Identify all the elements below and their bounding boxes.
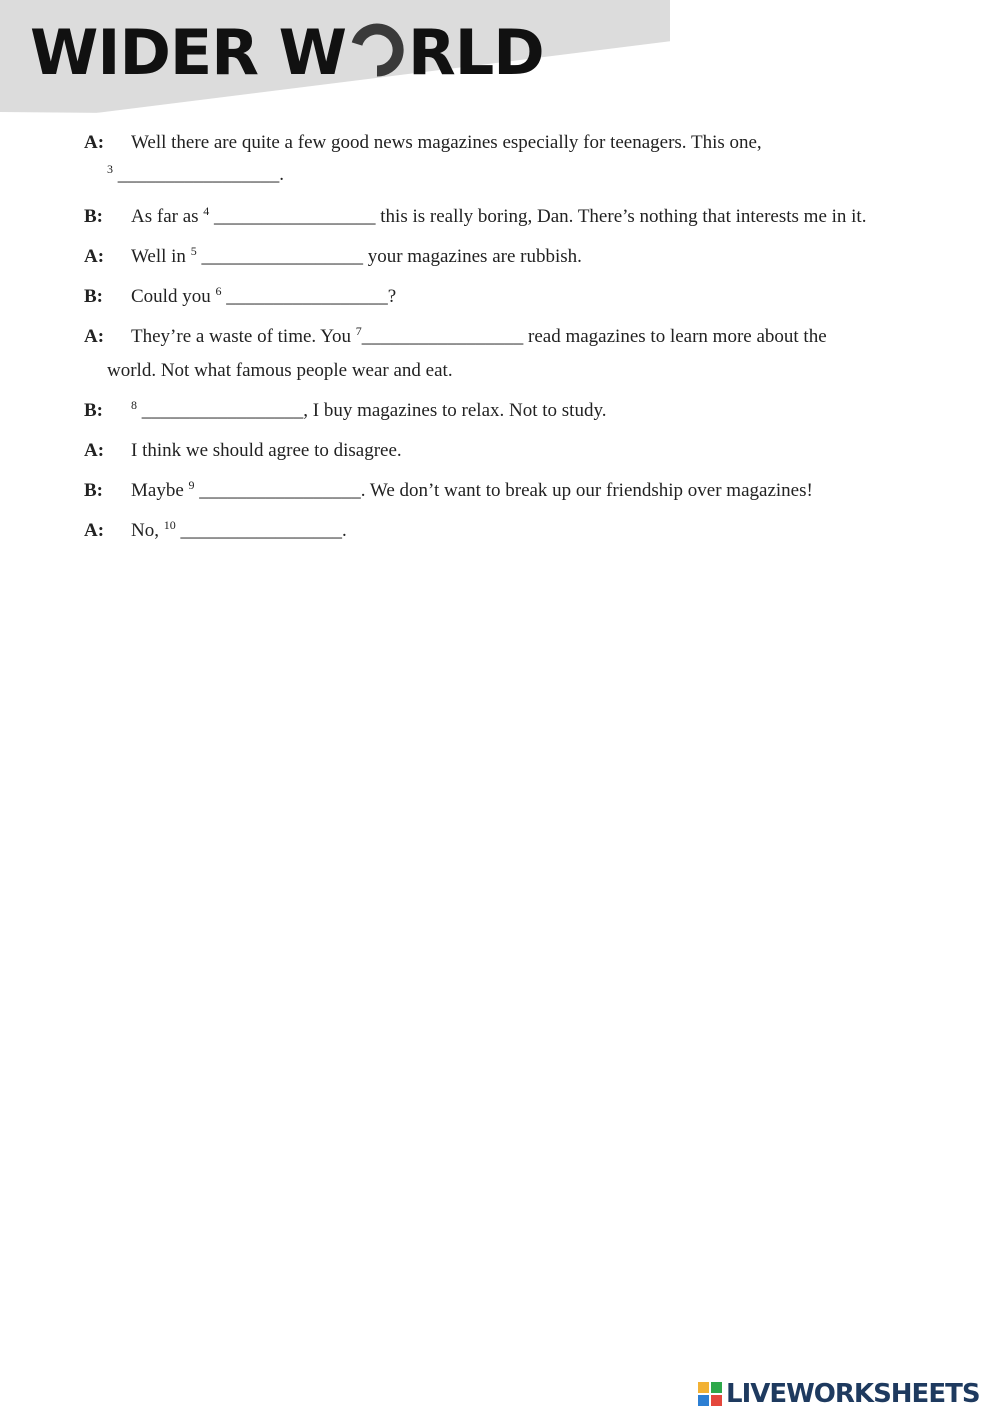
wider-world-logo	[30, 16, 544, 89]
speaker-label: A:	[84, 326, 105, 347]
answer-blank-5: _________________ your magazines are rubbish.	[196, 246, 582, 267]
dialogue-line-3	[84, 240, 944, 280]
line-continuation: world. Not what famous people wear and eat.	[107, 360, 453, 381]
blank-number: 10	[163, 518, 176, 532]
dialogue-line-1	[84, 126, 944, 200]
logo-text-start: WIDER W	[30, 16, 346, 89]
dialogue-line-6	[84, 394, 944, 434]
blank-number: 7	[355, 324, 362, 338]
speaker-label: A:	[84, 132, 105, 153]
answer-blank-8: _________________, I buy magazines to relax. Not to study.	[137, 400, 607, 421]
speaker-label: A:	[84, 520, 105, 541]
speaker-label: B:	[84, 400, 103, 421]
blank-number: 4	[203, 204, 210, 218]
line-text	[131, 400, 606, 422]
answer-blank-3: _________________.	[117, 164, 284, 185]
logo-text-end: RLD	[408, 16, 544, 89]
dialogue-line-4	[84, 280, 944, 320]
line-continuation	[107, 164, 284, 186]
speaker-label: B:	[84, 206, 103, 227]
line-text: Maybe $^9$ _________________. We don’t want to break up our friendship over magazines!	[131, 478, 813, 501]
dialogue-line-9	[84, 514, 944, 554]
line-text: Well there are quite a few good news magazines especially for teenagers. This one,	[131, 132, 762, 153]
liveworksheets-logo	[698, 1379, 980, 1409]
liveworksheets-icon	[698, 1382, 722, 1406]
line-text: As far as $^4$ _________________ this is really boring, Dan. There’s nothing that interests me in it.	[131, 204, 867, 227]
answer-blank-6: _________________?	[221, 286, 397, 307]
line-text: I think we should agree to disagree.	[131, 440, 402, 461]
dialogue-line-8	[84, 474, 944, 514]
speaker-label: A:	[84, 246, 105, 267]
blank-number: 5	[190, 244, 197, 258]
blank-number: 9	[188, 478, 195, 492]
line-text: Well in $^5$ _________________ your magazines are rubbish.	[131, 244, 582, 267]
speaker-label: B:	[84, 480, 103, 501]
liveworksheets-text: LIVEWORKSHEETS	[726, 1379, 980, 1409]
answer-blank-10: _________________.	[175, 520, 347, 541]
logo-o-ring-icon	[349, 22, 405, 78]
line-text: No, $^{10}$ _________________.	[131, 518, 347, 541]
dialogue-line-7	[84, 434, 944, 474]
blank-number: 3	[107, 162, 113, 176]
blank-number: 6	[215, 284, 222, 298]
answer-blank-7: _________________ read magazines to learn more about the	[361, 326, 827, 347]
dialogue	[84, 126, 944, 554]
speaker-label: A:	[84, 440, 105, 461]
answer-blank-4: _________________ this is really boring, Dan. There’s nothing that interests me in it.	[209, 206, 867, 227]
blank-number: 8	[131, 398, 137, 412]
dialogue-line-2	[84, 200, 944, 240]
line-text: They’re a waste of time. You $^7$_________________ read magazines to learn more about the	[131, 324, 827, 347]
dialogue-line-5	[84, 320, 944, 394]
line-text: Could you $^6$ _________________?	[131, 284, 397, 307]
speaker-label: B:	[84, 286, 103, 307]
answer-blank-9: _________________. We don’t want to break up our friendship over magazines!	[194, 480, 813, 501]
